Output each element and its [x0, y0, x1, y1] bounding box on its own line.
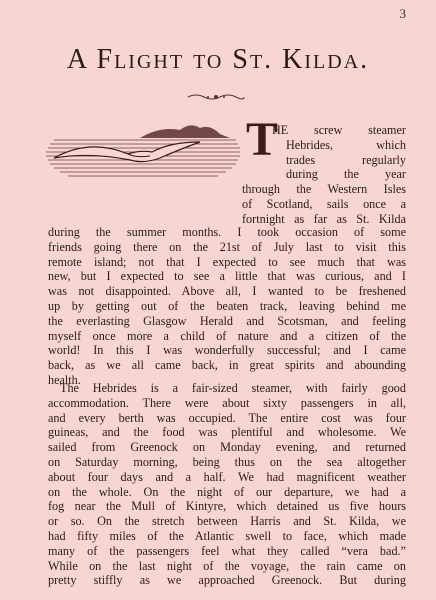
- chapter-title: A Flight to St. Kilda.: [66, 44, 370, 75]
- text-line: friends going there on the 21st of July last to visit this: [48, 239, 406, 254]
- text-line: back, as we all came back, in great spirits and abounding: [48, 358, 406, 373]
- paragraph-2: [48, 381, 406, 588]
- text-line: had fifty miles of the Atlantic swell to face, which made: [48, 528, 406, 543]
- text-line: fortnight as far as St. Kilda: [242, 211, 406, 226]
- text-line: on Saturday morning, being thus on the sea altogether: [48, 454, 406, 469]
- text-line: HE screw steamer: [272, 123, 406, 137]
- paragraph-1: [48, 225, 406, 388]
- text-line: of Scotland, sails once a: [242, 196, 406, 211]
- text-line: new, but I expected to see a little that was curious, and I: [48, 269, 406, 284]
- text-line: world! In this I was wonderfully successful; and I came: [48, 343, 406, 358]
- text-line: health.: [48, 372, 81, 387]
- text-line: during the year: [286, 167, 406, 182]
- text-line: the everlasting Glasgow Herald and Scotsman, and feeling: [48, 313, 406, 328]
- text-line: guineas, and the food was plentiful and wholesome. We: [48, 425, 406, 440]
- text-line: through the Western Isles: [242, 182, 406, 197]
- text-line: fog near the Mull of Kintyre, which detained us five hours: [48, 499, 406, 514]
- seabird-engraving: [40, 108, 242, 184]
- drop-cap: T: [246, 113, 279, 166]
- text-line: myself once more a child of nature and a citizen of the: [48, 328, 406, 343]
- text-line: or so. On the stretch between Harris and St. Kilda, we: [48, 514, 406, 529]
- text-line: Hebrides, which: [286, 137, 406, 152]
- text-line: While on the last night of the voyage, the rain came on: [48, 558, 406, 573]
- text-line: about four days and a half. We had magnificent weather: [48, 469, 406, 484]
- title-ornament: [186, 92, 246, 102]
- text-line: up by getting out of the beaten track, leaving behind me: [48, 298, 406, 313]
- text-line: pretty stiffly as we approached Greenock. But during: [48, 573, 406, 588]
- text-line: during the summer months. I took occasion of some: [48, 225, 406, 239]
- text-line: was not disappointed. Above all, I wanted to be freshened: [48, 284, 406, 299]
- text-line: The Hebrides is a fair-sized steamer, with fairly good: [60, 381, 406, 395]
- text-line: on the whole. On the night of our departure, we had a: [48, 484, 406, 499]
- text-line: and every berth was occupied. The entire cost was four: [48, 410, 406, 425]
- page-number: 3: [399, 6, 406, 21]
- text-line: sailed from Greenock on Monday evening, and returned: [48, 440, 406, 455]
- text-line: trades regularly: [286, 152, 406, 167]
- text-line: accommodation. There were about sixty passengers in all,: [48, 395, 406, 410]
- intro-column: [242, 123, 406, 227]
- text-line: remote island; not that I expected to see much that was: [48, 254, 406, 269]
- text-line: many of the passengers feel what they called “vera bad.”: [48, 543, 406, 558]
